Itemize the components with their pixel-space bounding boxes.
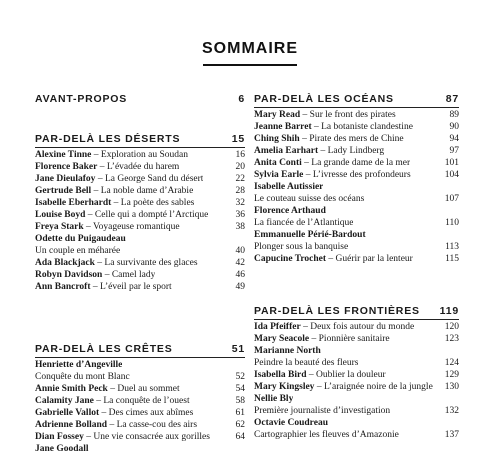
section-page: 87 xyxy=(445,93,459,105)
entry-page: 54 xyxy=(235,384,245,394)
entry-title: La noble dame d’Arabie xyxy=(100,186,194,196)
entry-text xyxy=(254,217,353,229)
entry-page: 52 xyxy=(235,372,245,382)
entry-author: Anita Conti xyxy=(254,158,302,168)
entry-separator: – xyxy=(95,174,105,184)
entry-separator: – xyxy=(102,270,112,280)
entry-page: 137 xyxy=(444,430,459,440)
entry-page: 22 xyxy=(235,174,245,184)
toc-entry xyxy=(35,149,245,161)
toc-entry xyxy=(254,405,459,417)
toc-entry xyxy=(35,383,245,395)
entry-separator: – xyxy=(309,334,319,344)
entry-separator: – xyxy=(85,210,95,220)
entry-page: 124 xyxy=(444,358,459,368)
entry-title: Cartographier les fleuves d’Amazonie xyxy=(254,430,399,440)
entry-title: Première journaliste d’investigation xyxy=(254,406,391,416)
entry-page: 90 xyxy=(449,122,459,132)
entry-author: Ada Blackjack xyxy=(35,258,95,268)
entry-separator: – xyxy=(83,222,93,232)
entry-author: Sylvia Earle xyxy=(254,170,304,180)
entry-text xyxy=(254,381,433,393)
entry-text xyxy=(254,321,414,333)
entry-title: Un couple en méharée xyxy=(35,246,121,256)
entry-text xyxy=(254,369,386,381)
entry-separator: – xyxy=(300,110,310,120)
entry-author: Jeanne Barret xyxy=(254,122,312,132)
entry-title: Une vie consacrée aux gorilles xyxy=(93,432,210,442)
entry-page: 115 xyxy=(445,254,459,264)
entry-list xyxy=(254,321,459,441)
entry-separator: – xyxy=(314,382,324,392)
entry-page: 104 xyxy=(444,170,459,180)
entry-page: 49 xyxy=(235,282,245,292)
entry-page: 129 xyxy=(444,370,459,380)
entry-author: Calamity Jane xyxy=(35,396,94,406)
entry-title: Sur le front des pirates xyxy=(309,110,396,120)
entry-title: Conquête du mont Blanc xyxy=(35,372,130,382)
entry-author: Louise Boyd xyxy=(35,210,86,220)
entry-text xyxy=(35,197,194,209)
entry-list xyxy=(35,149,245,293)
entry-title: Deux fois autour du monde xyxy=(310,322,415,332)
entry-title: La botaniste clandestine xyxy=(321,122,413,132)
entry-page: 107 xyxy=(444,194,459,204)
toc-entry xyxy=(35,359,245,371)
entry-text xyxy=(35,407,193,419)
entry-author: Gertrude Bell xyxy=(35,186,92,196)
toc-entry xyxy=(254,417,459,429)
entry-page: 58 xyxy=(235,396,245,406)
entry-title: Peindre la beauté des fleurs xyxy=(254,358,359,368)
entry-text xyxy=(254,109,396,121)
entry-page: 36 xyxy=(235,210,245,220)
entry-page: 120 xyxy=(444,322,459,332)
toc-entry xyxy=(35,197,245,209)
entry-text xyxy=(35,269,155,281)
entry-page: 16 xyxy=(235,150,245,160)
entry-page: 32 xyxy=(235,198,245,208)
entry-title: La casse-cou des airs xyxy=(116,420,198,430)
entry-page: 64 xyxy=(235,432,245,442)
entry-separator: – xyxy=(311,122,322,132)
entry-author: Amelia Earhart xyxy=(254,146,319,156)
entry-list xyxy=(35,359,245,455)
entry-author: Henriette d’Angeville xyxy=(35,360,123,370)
entry-page: 97 xyxy=(449,146,459,156)
toc-entry xyxy=(35,209,245,221)
section-heading xyxy=(254,93,459,108)
entry-author: Nellie Bly xyxy=(254,394,294,404)
toc-entry xyxy=(254,321,459,333)
toc-entry xyxy=(254,241,459,253)
entry-title: Exploration au Soudan xyxy=(100,150,188,160)
toc-entry xyxy=(254,369,459,381)
toc-entry xyxy=(35,443,245,455)
toc-entry xyxy=(254,333,459,345)
entry-title: La survivante des glaces xyxy=(104,258,198,268)
toc-entry xyxy=(254,229,459,241)
entry-author: Florence Baker xyxy=(35,162,98,172)
section-heading xyxy=(35,133,245,148)
entry-text xyxy=(254,169,411,181)
entry-title: La conquête de l’ouest xyxy=(103,396,190,406)
entry-text xyxy=(254,121,413,133)
toc-entry xyxy=(254,429,459,441)
entry-title: L’ivresse des profondeurs xyxy=(312,170,411,180)
entry-text xyxy=(254,193,364,205)
entry-text xyxy=(254,405,390,417)
section-page: 119 xyxy=(439,305,459,317)
entry-page: 38 xyxy=(235,222,245,232)
toc-entry xyxy=(35,185,245,197)
entry-title: Pirate des mers de Chine xyxy=(309,134,404,144)
entry-author: Adrienne Bolland xyxy=(35,420,108,430)
title-underline xyxy=(203,64,297,66)
entry-separator: – xyxy=(111,198,121,208)
section-page: 51 xyxy=(231,343,245,355)
section-page: 15 xyxy=(231,133,245,145)
entry-text xyxy=(254,205,326,217)
entry-title: La fiancée de l’Atlantique xyxy=(254,218,354,228)
entry-text xyxy=(35,281,172,293)
entry-author: Isabelle Eberhardt xyxy=(35,198,112,208)
entry-author: Marianne North xyxy=(254,346,321,356)
right-column xyxy=(254,93,459,441)
entry-author: Jane Goodall xyxy=(35,444,89,454)
toc-entry xyxy=(35,395,245,407)
entry-author: Isabella Bird xyxy=(254,370,307,380)
entry-author: Ching Shih xyxy=(254,134,300,144)
entry-author: Alexine Tinne xyxy=(35,150,92,160)
entry-text xyxy=(254,157,410,169)
entry-author: Emmanuelle Périé-Bardout xyxy=(254,230,366,240)
toc-entry xyxy=(254,393,459,405)
toc-entry xyxy=(35,161,245,173)
entry-title: Des cimes aux abîmes xyxy=(108,408,194,418)
entry-author: Freya Stark xyxy=(35,222,84,232)
entry-author: Dian Fossey xyxy=(35,432,84,442)
entry-separator: – xyxy=(299,134,310,144)
section-frontieres xyxy=(254,305,459,441)
entry-title: Celle qui a dompté l’Arctique xyxy=(94,210,209,220)
entry-author: Mary Kingsley xyxy=(254,382,315,392)
entry-page: 42 xyxy=(235,258,245,268)
section-deserts xyxy=(35,133,245,293)
entry-text xyxy=(254,333,390,345)
section-title: PAR-DELÀ LES OCÉANS xyxy=(254,93,394,105)
entry-separator: – xyxy=(91,150,101,160)
entry-text xyxy=(35,431,210,443)
entry-separator: – xyxy=(94,258,105,268)
entry-text xyxy=(254,229,366,241)
entry-page: 123 xyxy=(444,334,459,344)
entry-page: 132 xyxy=(444,406,459,416)
toc-entry xyxy=(35,173,245,185)
section-title: PAR-DELÀ LES DÉSERTS xyxy=(35,133,181,145)
entry-title: Lady Lindberg xyxy=(327,146,385,156)
entry-text xyxy=(35,245,120,257)
entry-text xyxy=(35,383,180,395)
toc-entry xyxy=(254,345,459,357)
entry-author: Jane Dieulafoy xyxy=(35,174,96,184)
entry-title: L’évadée du harem xyxy=(106,162,180,172)
entry-text xyxy=(35,233,126,245)
toc-entry xyxy=(254,381,459,393)
entry-author: Capucine Trochet xyxy=(254,254,327,264)
toc-entry xyxy=(35,371,245,383)
entry-separator: – xyxy=(99,408,109,418)
entry-text xyxy=(254,241,348,253)
entry-author: Florence Arthaud xyxy=(254,206,326,216)
page-title: SOMMAIRE xyxy=(202,40,298,57)
entry-text xyxy=(35,185,193,197)
entry-title: Voyageuse romantique xyxy=(92,222,180,232)
entry-page: 40 xyxy=(235,246,245,256)
entry-title: La poète des sables xyxy=(120,198,195,208)
section-avant-propos xyxy=(35,93,245,107)
entry-page: 46 xyxy=(235,270,245,280)
entry-separator: – xyxy=(97,162,107,172)
entry-title: Guérir par la lenteur xyxy=(335,254,413,264)
entry-text xyxy=(35,209,208,221)
toc-entry xyxy=(254,181,459,193)
entry-separator: – xyxy=(107,384,118,394)
entry-text xyxy=(35,419,197,431)
entry-author: Gabrielle Vallot xyxy=(35,408,100,418)
entry-text xyxy=(254,253,413,265)
toc-entry xyxy=(254,193,459,205)
entry-text xyxy=(35,395,190,407)
entry-separator: – xyxy=(300,322,311,332)
entry-text xyxy=(35,221,180,233)
entry-author: Annie Smith Peck xyxy=(35,384,108,394)
entry-text xyxy=(35,173,203,185)
entry-page: 89 xyxy=(449,110,459,120)
entry-separator: – xyxy=(301,158,312,168)
section-title: PAR-DELÀ LES CRÊTES xyxy=(35,343,173,355)
entry-page: 62 xyxy=(235,420,245,430)
entry-text xyxy=(254,417,328,429)
toc-entry xyxy=(35,431,245,443)
entry-title: Duel au sommet xyxy=(117,384,180,394)
entry-text xyxy=(35,359,122,371)
toc-entry xyxy=(254,169,459,181)
entry-text xyxy=(35,149,188,161)
entry-text xyxy=(254,345,321,357)
entry-text xyxy=(35,161,179,173)
toc-entry xyxy=(35,221,245,233)
entry-separator: – xyxy=(91,186,101,196)
toc-entry xyxy=(35,245,245,257)
entry-text xyxy=(35,443,89,455)
entry-page: 28 xyxy=(235,186,245,196)
entry-author: Ann Bancroft xyxy=(35,282,91,292)
toc-entry xyxy=(35,233,245,245)
entry-page: 113 xyxy=(445,242,459,252)
toc-entry xyxy=(254,145,459,157)
entry-text xyxy=(35,257,198,269)
entry-page: 101 xyxy=(444,158,459,168)
entry-author: Isabelle Autissier xyxy=(254,182,324,192)
entry-title: Oublier la douleur xyxy=(316,370,386,380)
entry-separator: – xyxy=(83,432,94,442)
entry-text xyxy=(254,429,399,441)
entry-title: L’araignée noire de la jungle xyxy=(323,382,433,392)
section-cretes xyxy=(35,343,245,455)
entry-author: Ida Pfeiffer xyxy=(254,322,301,332)
toc-entry xyxy=(254,121,459,133)
section-page: 6 xyxy=(238,93,245,105)
entry-page: 94 xyxy=(449,134,459,144)
toc-entry xyxy=(254,133,459,145)
entry-text xyxy=(254,357,358,369)
toc-entry xyxy=(35,269,245,281)
toc-entry xyxy=(254,217,459,229)
section-heading xyxy=(254,305,459,320)
entry-separator: – xyxy=(90,282,101,292)
toc-entry xyxy=(35,257,245,269)
entry-separator: – xyxy=(93,396,104,406)
toc-entry xyxy=(254,357,459,369)
entry-separator: – xyxy=(306,370,317,380)
toc-entry xyxy=(254,157,459,169)
entry-text xyxy=(254,145,384,157)
section-title: PAR-DELÀ LES FRONTIÈRES xyxy=(254,305,420,317)
entry-page: 20 xyxy=(235,162,245,172)
left-column xyxy=(35,93,245,455)
entry-separator: – xyxy=(107,420,117,430)
entry-title: Plonger sous la banquise xyxy=(254,242,349,252)
entry-page: 61 xyxy=(235,408,245,418)
entry-page: 130 xyxy=(444,382,459,392)
entry-separator: – xyxy=(318,146,328,156)
entry-title: Camel lady xyxy=(111,270,156,280)
entry-author: Robyn Davidson xyxy=(35,270,103,280)
entry-author: Odette du Puigaudeau xyxy=(35,234,126,244)
entry-author: Octavie Coudreau xyxy=(254,418,328,428)
entry-text xyxy=(254,133,404,145)
toc-entry xyxy=(254,253,459,265)
entry-title: Le couteau suisse des océans xyxy=(254,194,365,204)
toc-entry xyxy=(254,205,459,217)
entry-title: La George Sand du désert xyxy=(104,174,204,184)
entry-list xyxy=(254,109,459,265)
entry-separator: – xyxy=(326,254,336,264)
entry-author: Mary Read xyxy=(254,110,301,120)
entry-text xyxy=(254,393,293,405)
section-heading xyxy=(35,93,245,107)
entry-page: 110 xyxy=(445,218,459,228)
section-heading xyxy=(35,343,245,358)
entry-text xyxy=(254,181,323,193)
entry-title: L’éveil par le sport xyxy=(100,282,172,292)
entry-text xyxy=(35,371,130,383)
toc-entry xyxy=(35,281,245,293)
entry-title: La grande dame de la mer xyxy=(311,158,411,168)
toc-entry xyxy=(35,419,245,431)
entry-separator: – xyxy=(303,170,313,180)
entry-author: Mary Seacole xyxy=(254,334,310,344)
toc-entry xyxy=(254,109,459,121)
section-oceans xyxy=(254,93,459,265)
entry-title: Pionnière sanitaire xyxy=(318,334,390,344)
section-title: AVANT-PROPOS xyxy=(35,93,128,105)
toc-entry xyxy=(35,407,245,419)
